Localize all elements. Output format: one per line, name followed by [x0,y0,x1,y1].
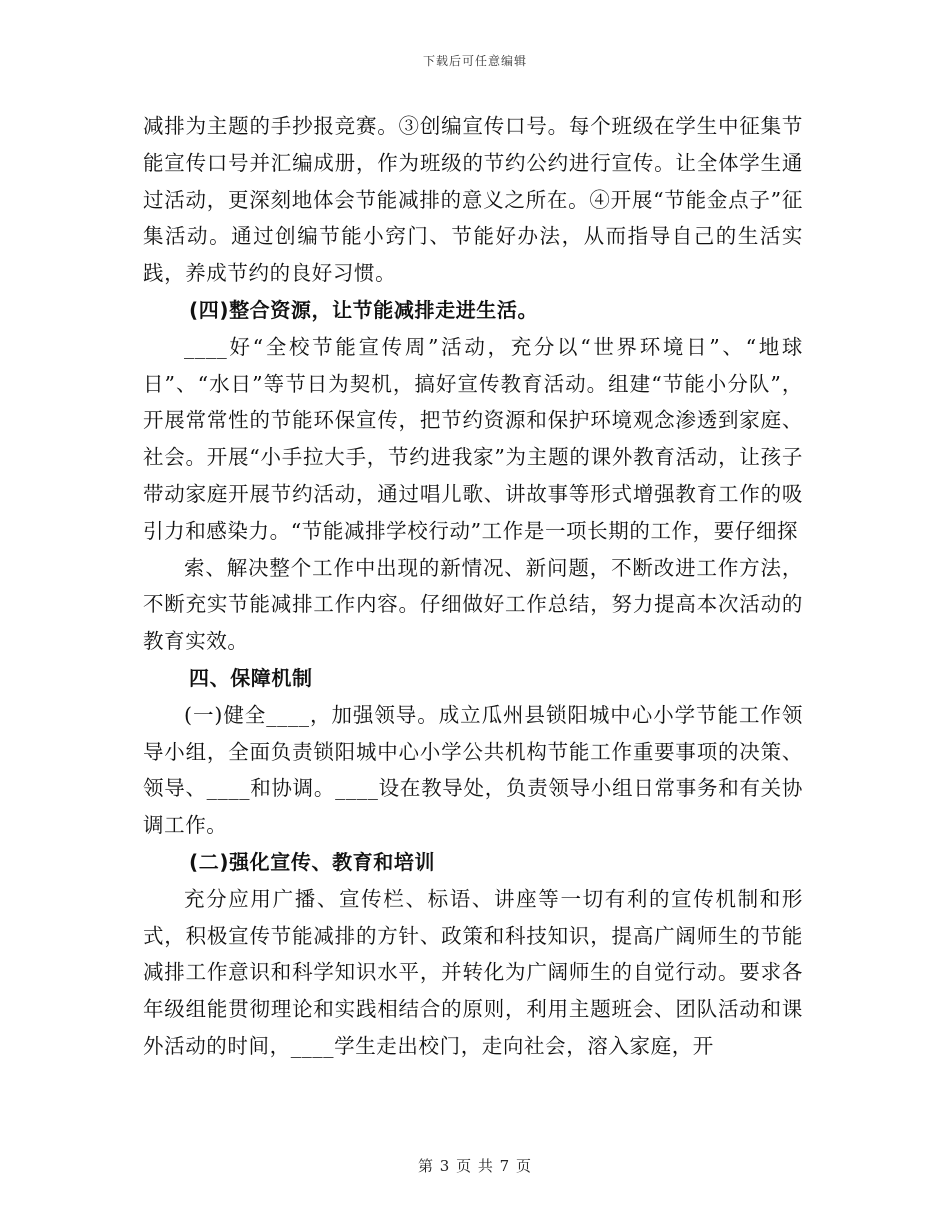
paragraph-2: ____好“全校节能宣传周”活动，充分以“世界环境日”、“地球日”、“水日”等节日为契机，搞好宣传教育活动。组建“节能小分队”，开展常常性的节能环保宣传，把节约资源和保护环境观念渗透到家庭、社会。开展“小手拉大手，节约进我家”为主题的课外教育活动，让孩子带动家庭开展节约活动，通过唱儿歌、讲故事等形式增强教育工作的吸引力和感染力。“节能减排学校行动”工作是一项长期的工作，要仔细探 [143,334,803,543]
paragraph-1: 减排为主题的手抄报竞赛。③创编宣传口号。每个班级在学生中征集节能宣传口号并汇编成册，作为班级的节约公约进行宣传。让全体学生通过活动，更深刻地体会节能减排的意义之所在。④开展“节能金点子”征集活动。通过创编节能小窍门、节能好办法，从而指导自己的生活实践，养成节约的良好习惯。 [143,114,803,286]
paragraph-5: 充分应用广播、宣传栏、标语、讲座等一切有利的宣传机制和形式，积极宣传节能减排的方针、政策和科技知识，提高广阔师生的节能减排工作意识和科学知识水平，并转化为广阔师生的自觉行动。要求各年级组能贯彻理论和实践相结合的原则，利用主题班会、团队活动和课外活动的时间，____学生走出校门，走向社会，溶入家庭，开 [143,886,803,1058]
section-heading-publicity-training: (二)强化宣传、教育和培训 [189,849,436,874]
page-number: 第 3 页 共 7 页 [418,1157,532,1175]
page-header: 下载后可任意编辑 [422,54,527,68]
paragraph-4: (一)健全____，加强领导。成立瓜州县锁阳城中心小学节能工作领导小组，全面负责锁阳城中心小学公共机构节能工作重要事项的决策、领导、____和协调。____设在教导处，负责领导小组日常事务和有关协调工作。 [143,702,803,838]
document-body [143,108,803,1065]
section-heading-safeguards: 四、保障机制 [189,665,313,690]
section-heading-4-resources: (四)整合资源，让节能减排走进生活。 [189,297,539,322]
paragraph-3: 索、解决整个工作中出现的新情况、新问题，不断改进工作方法，不断充实节能减排工作内容。仔细做好工作总结，努力提高本次活动的教育实效。 [143,555,803,654]
